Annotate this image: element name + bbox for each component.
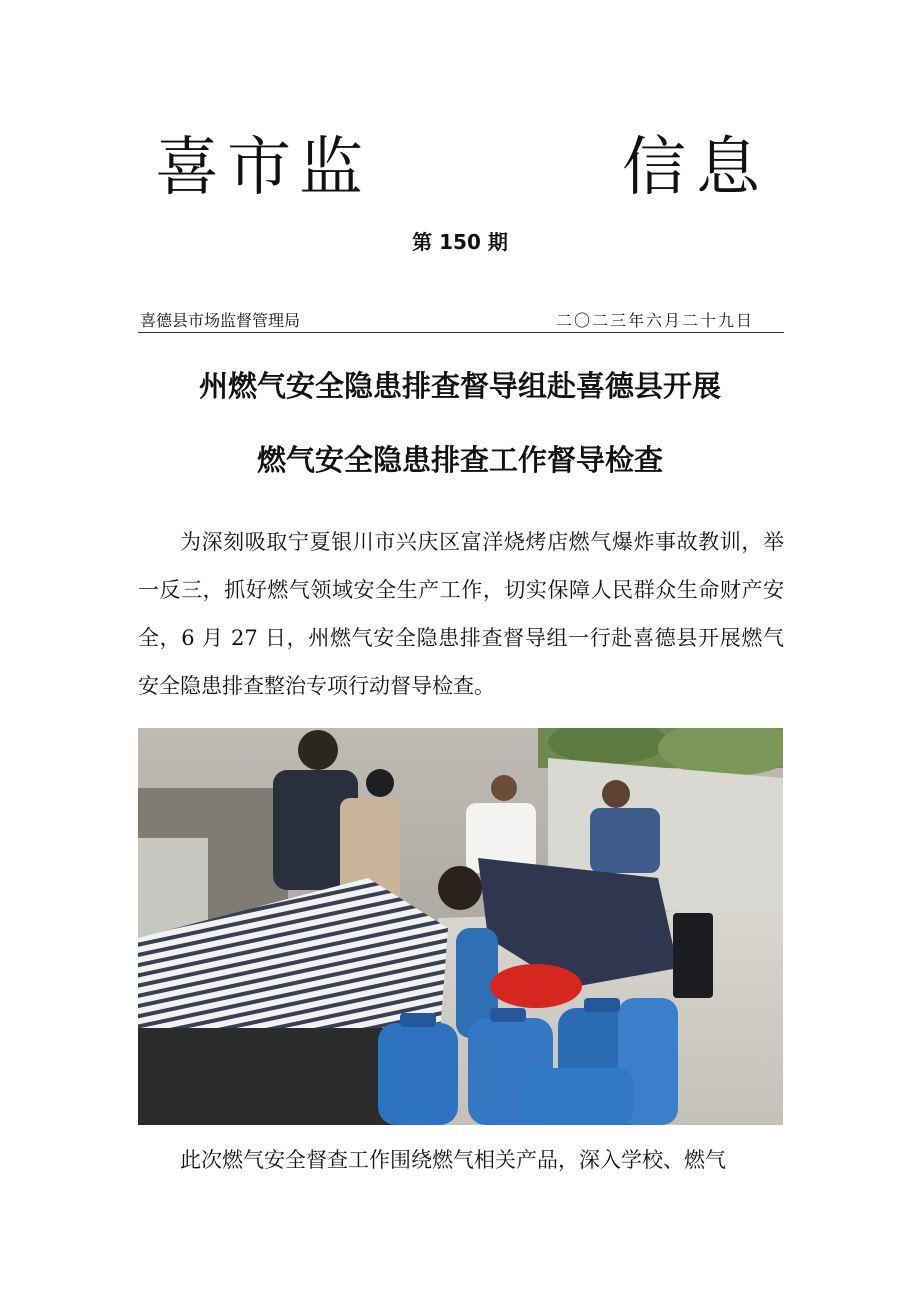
masthead — [150, 128, 770, 208]
masthead-left: 喜市监 — [155, 131, 371, 205]
publisher: 喜德县市场监督管理局 — [140, 311, 301, 330]
publish-date: 二〇二三年六月二十九日 — [555, 311, 754, 330]
article-title-line-2: 燃气安全隐患排查工作督导检查 — [256, 443, 663, 477]
issue-number: 第 150 期 — [412, 230, 508, 254]
masthead-right: 信息 — [622, 131, 770, 205]
meta-line — [138, 306, 784, 333]
body-paragraph-1: 为深刻吸取宁夏银川市兴庆区富洋烧烤店燃气爆炸事故教训，举一反三，抓好燃气领域安全生产工作，切实保障人民群众生命财产安全，6 月 27 日，州燃气安全隐患排查督导组一行赴喜德县开展燃气安全隐患排查整治专项行动督导检查。 — [138, 530, 784, 698]
inspection-photo — [138, 728, 783, 1125]
article-title-line-1: 州燃气安全隐患排查督导组赴喜德县开展 — [198, 369, 721, 403]
body-paragraph-2: 此次燃气安全督查工作围绕燃气相关产品，深入学校、燃气 — [180, 1148, 726, 1172]
